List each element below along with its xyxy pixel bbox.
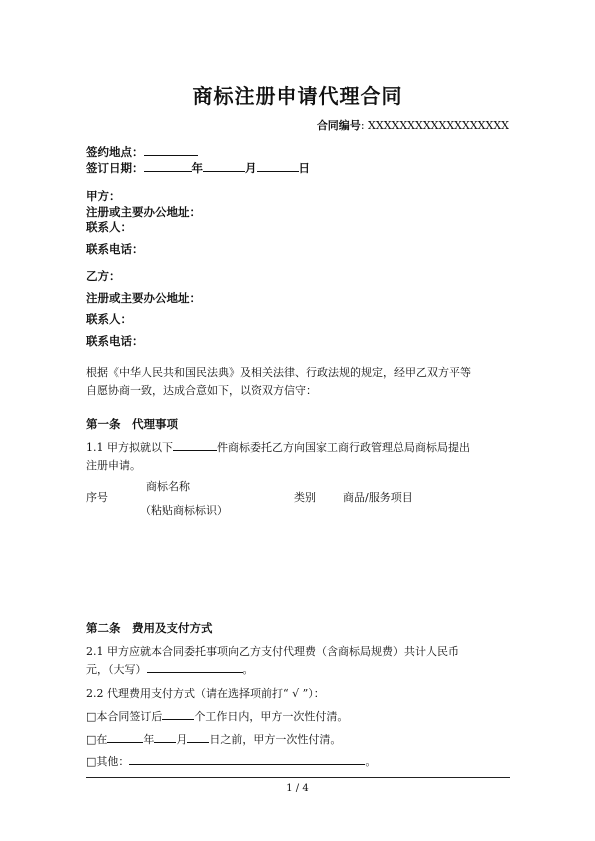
pay-year-blank[interactable] [107,731,143,743]
sign-date-day: 日 [298,161,310,175]
party-b-address: 注册或主要办公地址： [86,291,201,305]
payment-option-2[interactable] [86,731,341,747]
sign-day-blank[interactable] [257,160,299,172]
payment-option-3-prefix: □其他： [86,755,130,768]
amount-uppercase-blank[interactable] [147,661,243,673]
contract-number-sep: : [360,119,365,132]
workdays-blank[interactable] [162,708,194,720]
document-title: 商标注册申请代理合同 [192,84,403,108]
sign-date-year: 年 [191,161,203,175]
preamble-line-1: 根据《中华人民共和国民法典》及相关法律、行政法规的规定，经甲乙双方平等 [86,366,471,379]
party-a-name: 甲方： [86,189,121,203]
payment-option-2-prefix: □在 [86,733,108,746]
clause-1-1-suffix: 件商标委托乙方向国家工商行政管理总局商标局提出 [217,441,470,454]
sign-date-label: 签订日期： [86,161,144,175]
footer-rule [86,777,510,778]
party-b-phone: 联系电话： [86,334,144,348]
sign-date-month: 月 [245,161,257,175]
sign-date-line [86,160,310,176]
clause-1-1 [86,439,470,455]
trademark-count-blank[interactable] [173,439,217,451]
sign-month-blank[interactable] [203,160,245,172]
clause-2-1-suffix: 。 [242,663,254,676]
contract-number-value: XXXXXXXXXXXXXXXXXX [368,119,509,132]
clause-2-1-line-1: 2.1 甲方应就本合同委托事项向乙方支付代理费（含商标局规费）共计人民币 [86,645,459,658]
contract-number-label: 合同编号 [316,119,361,132]
party-a-contact: 联系人： [86,220,132,234]
pay-month-blank[interactable] [154,731,176,743]
party-a-phone: 联系电话： [86,242,144,256]
payment-option-3[interactable] [86,753,376,769]
table-header-name-sub: （粘贴商标标识） [140,504,228,517]
clause-2-1-line-2 [86,661,254,677]
payment-option-1-prefix: □本合同签订后 [86,710,163,723]
table-header-name: 商标名称 [146,480,190,493]
sign-place-blank[interactable] [144,144,198,156]
sign-year-blank[interactable] [144,160,192,172]
table-header-class: 类别 [294,491,316,504]
payment-option-3-suffix: 。 [365,755,377,768]
preamble-line-2: 自愿协商一致，达成合意如下，以资双方信守： [86,384,317,397]
clause-2-2: 2.2 代理费用支付方式（请在选择项前打“ √ ”）： [86,687,325,700]
sign-place-line [86,144,198,160]
other-payment-blank[interactable] [129,753,365,765]
party-b-contact: 联系人： [86,312,132,326]
article-1-heading: 第一条 代理事项 [86,417,178,431]
payment-option-1-suffix: 个工作日内，甲方一次性付清。 [194,710,349,723]
clause-2-1-prefix: 元，（大写） [86,663,147,676]
page-number: 1 / 4 [286,783,309,794]
table-header-no: 序号 [86,491,108,504]
contract-number [317,117,509,133]
party-a-address: 注册或主要办公地址： [86,205,201,219]
sign-place-label: 签约地点： [86,145,144,159]
article-2-heading: 第二条 费用及支付方式 [86,621,213,635]
table-header-goods: 商品/服务项目 [343,491,413,504]
clause-1-1-prefix: 1.1 甲方拟就以下 [86,441,173,454]
pay-day-blank[interactable] [187,731,209,743]
payment-option-1[interactable] [86,708,348,724]
payment-option-2-year: 年 [143,733,155,746]
payment-option-2-month: 月 [176,733,188,746]
clause-1-1-line-2: 注册申请。 [86,459,141,472]
party-b-name: 乙方： [86,269,121,283]
payment-option-2-suffix: 日之前，甲方一次性付清。 [209,733,342,746]
